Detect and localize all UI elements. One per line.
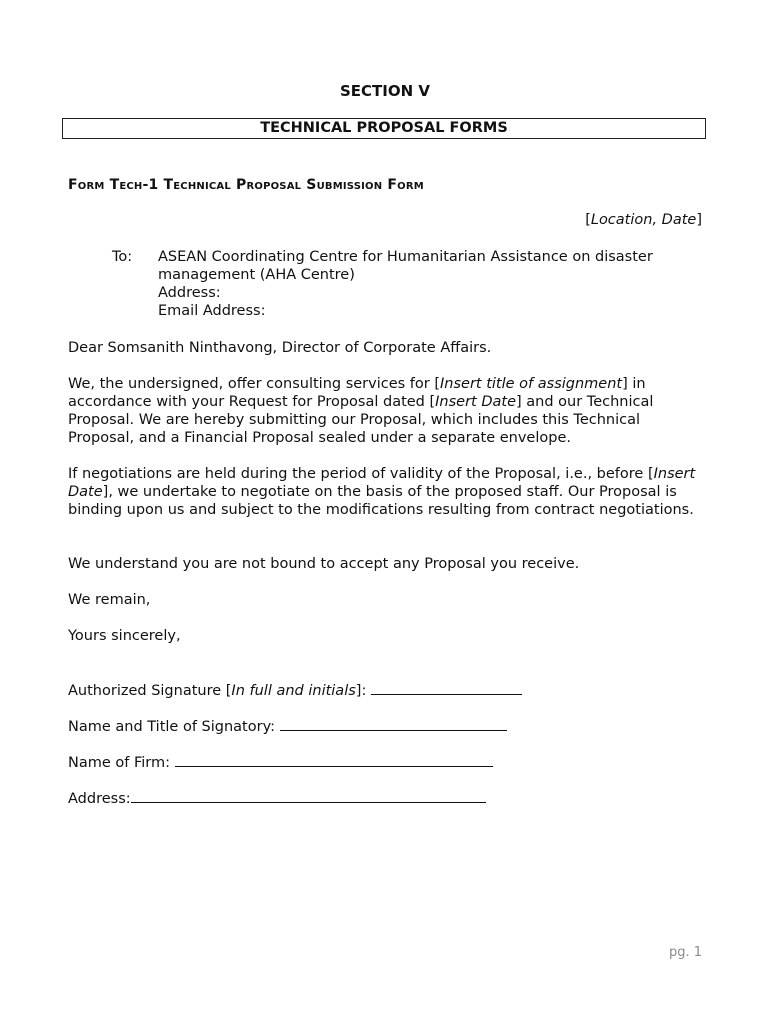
paragraph-negotiations-placeholder-date: Insert Date <box>68 466 696 500</box>
firm-label: Name of Firm: <box>68 755 175 771</box>
page-number: pg. 1 <box>668 945 702 960</box>
firm-field[interactable] <box>175 753 493 767</box>
address-line <box>68 789 486 808</box>
signatory-field[interactable] <box>280 717 507 731</box>
section-title-box: TECHNICAL PROPOSAL FORMS <box>62 118 706 139</box>
recipient-line-1: ASEAN Coordinating Centre for Humanitarian Assistance on disaster <box>158 249 653 265</box>
firm-line <box>68 753 493 772</box>
paragraph-offer-placeholder-title: Insert title of assignment <box>440 376 623 392</box>
closing-we-remain: We remain, <box>68 592 151 608</box>
paragraph-negotiations-text-2: ], we undertake to negotiate on the basis of the proposed staff. Our Proposal is binding upon us and subject to the modifications resulting from contract negotiations. <box>68 484 694 518</box>
paragraph-negotiations <box>68 465 708 519</box>
location-bracket-open: [ <box>585 212 591 228</box>
signatory-line <box>68 717 507 736</box>
location-bracket-close: ] <box>696 212 702 228</box>
closing-yours-sincerely: Yours sincerely, <box>68 628 181 644</box>
authorized-signature-line <box>68 681 522 700</box>
location-date <box>585 212 702 228</box>
address-field[interactable] <box>131 789 486 803</box>
to-label: To: <box>112 249 133 265</box>
paragraph-offer-text-2: ] in accordance with your Request for Proposal dated [ <box>68 376 646 410</box>
recipient-line-2: management (AHA Centre) <box>158 267 355 283</box>
paragraph-negotiations-text-1: If negotiations are held during the period of validity of the Proposal, i.e., before [ <box>68 466 654 482</box>
authorized-signature-label-end: ]: <box>355 683 371 699</box>
recipient-email: Email Address: <box>158 303 266 319</box>
section-heading: SECTION V <box>339 82 430 100</box>
paragraph-offer-placeholder-date: Insert Date <box>435 394 517 410</box>
location-date-placeholder: Location, Date <box>590 212 697 228</box>
paragraph-not-bound: We understand you are not bound to accept any Proposal you receive. <box>68 556 580 572</box>
authorized-signature-label: Authorized Signature [ <box>68 683 232 699</box>
paragraph-offer-text-1: We, the undersigned, offer consulting services for [ <box>68 376 441 392</box>
form-title: Form Tech-1 Technical Proposal Submission Form <box>68 177 424 193</box>
address-label: Address: <box>68 791 131 807</box>
authorized-signature-placeholder: In full and initials <box>231 683 356 699</box>
recipient-lines <box>158 248 688 320</box>
signatory-label: Name and Title of Signatory: <box>68 719 280 735</box>
paragraph-offer-text-3: ] and our Technical Proposal. We are hereby submitting our Proposal, which includes this Technical Proposal, and a Financial Proposal sealed under a separate envelope. <box>68 394 654 446</box>
salutation: Dear Somsanith Ninthavong, Director of Corporate Affairs. <box>68 340 492 356</box>
paragraph-offer <box>68 375 708 447</box>
recipient-address: Address: <box>158 285 221 301</box>
authorized-signature-field[interactable] <box>371 681 522 695</box>
